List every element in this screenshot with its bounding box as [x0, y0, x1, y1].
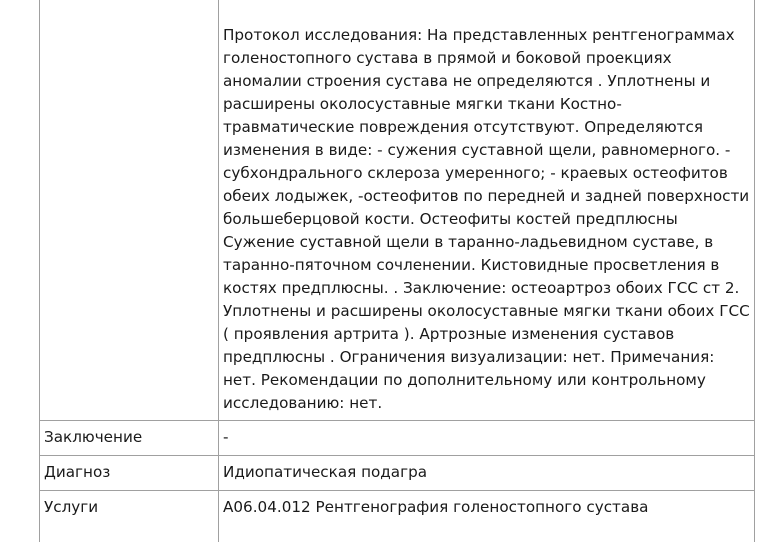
- diagnosis-value: Идиопатическая подагра: [219, 456, 755, 491]
- protocol-text: Протокол исследования: На представленных рентгенограммах голеностопного сустава в прямой и боковой проекциях аномалии строения сустава не определяются . Уплотнены и расширены околосуставные мягки ткани Костно-травматические повреждения отсутствуют. Определяются изменения в виде: - сужения суставной щели, равномерного. - субхондрального склероза умеренного; - краевых остеофитов обеих лодыжек, -остеофитов по передней и задней поверхности большеберцовой кости. Остеофиты костей предплюсны Сужение суставной щели в таранно-ладьевидном суставе, в таранно-пяточном сочленении. Кистовидные просветления в костях предплюсны. . Заключение: остеоартроз обоих ГСС ст 2. Уплотнены и расширены околосуставные мягки ткани обоих ГСС ( проявления артрита ). Артрозные изменения суставов предплюсны . Ограничения визуализации: нет. Примечания: нет. Рекомендации по дополнительному или контрольному исследованию: нет.: [219, 0, 755, 421]
- conclusion-value: -: [219, 421, 755, 456]
- services-label: Услуги: [40, 491, 219, 542]
- conclusion-label: Заключение: [40, 421, 219, 456]
- services-value: A06.04.012 Рентгенография голеностопного сустава: [219, 491, 755, 542]
- diagnosis-row: [40, 456, 755, 491]
- medical-record-table: [39, 0, 755, 542]
- conclusion-row: [40, 421, 755, 456]
- services-row: [40, 491, 755, 542]
- protocol-row: [40, 0, 755, 421]
- diagnosis-label: Диагноз: [40, 456, 219, 491]
- protocol-label: [40, 0, 219, 421]
